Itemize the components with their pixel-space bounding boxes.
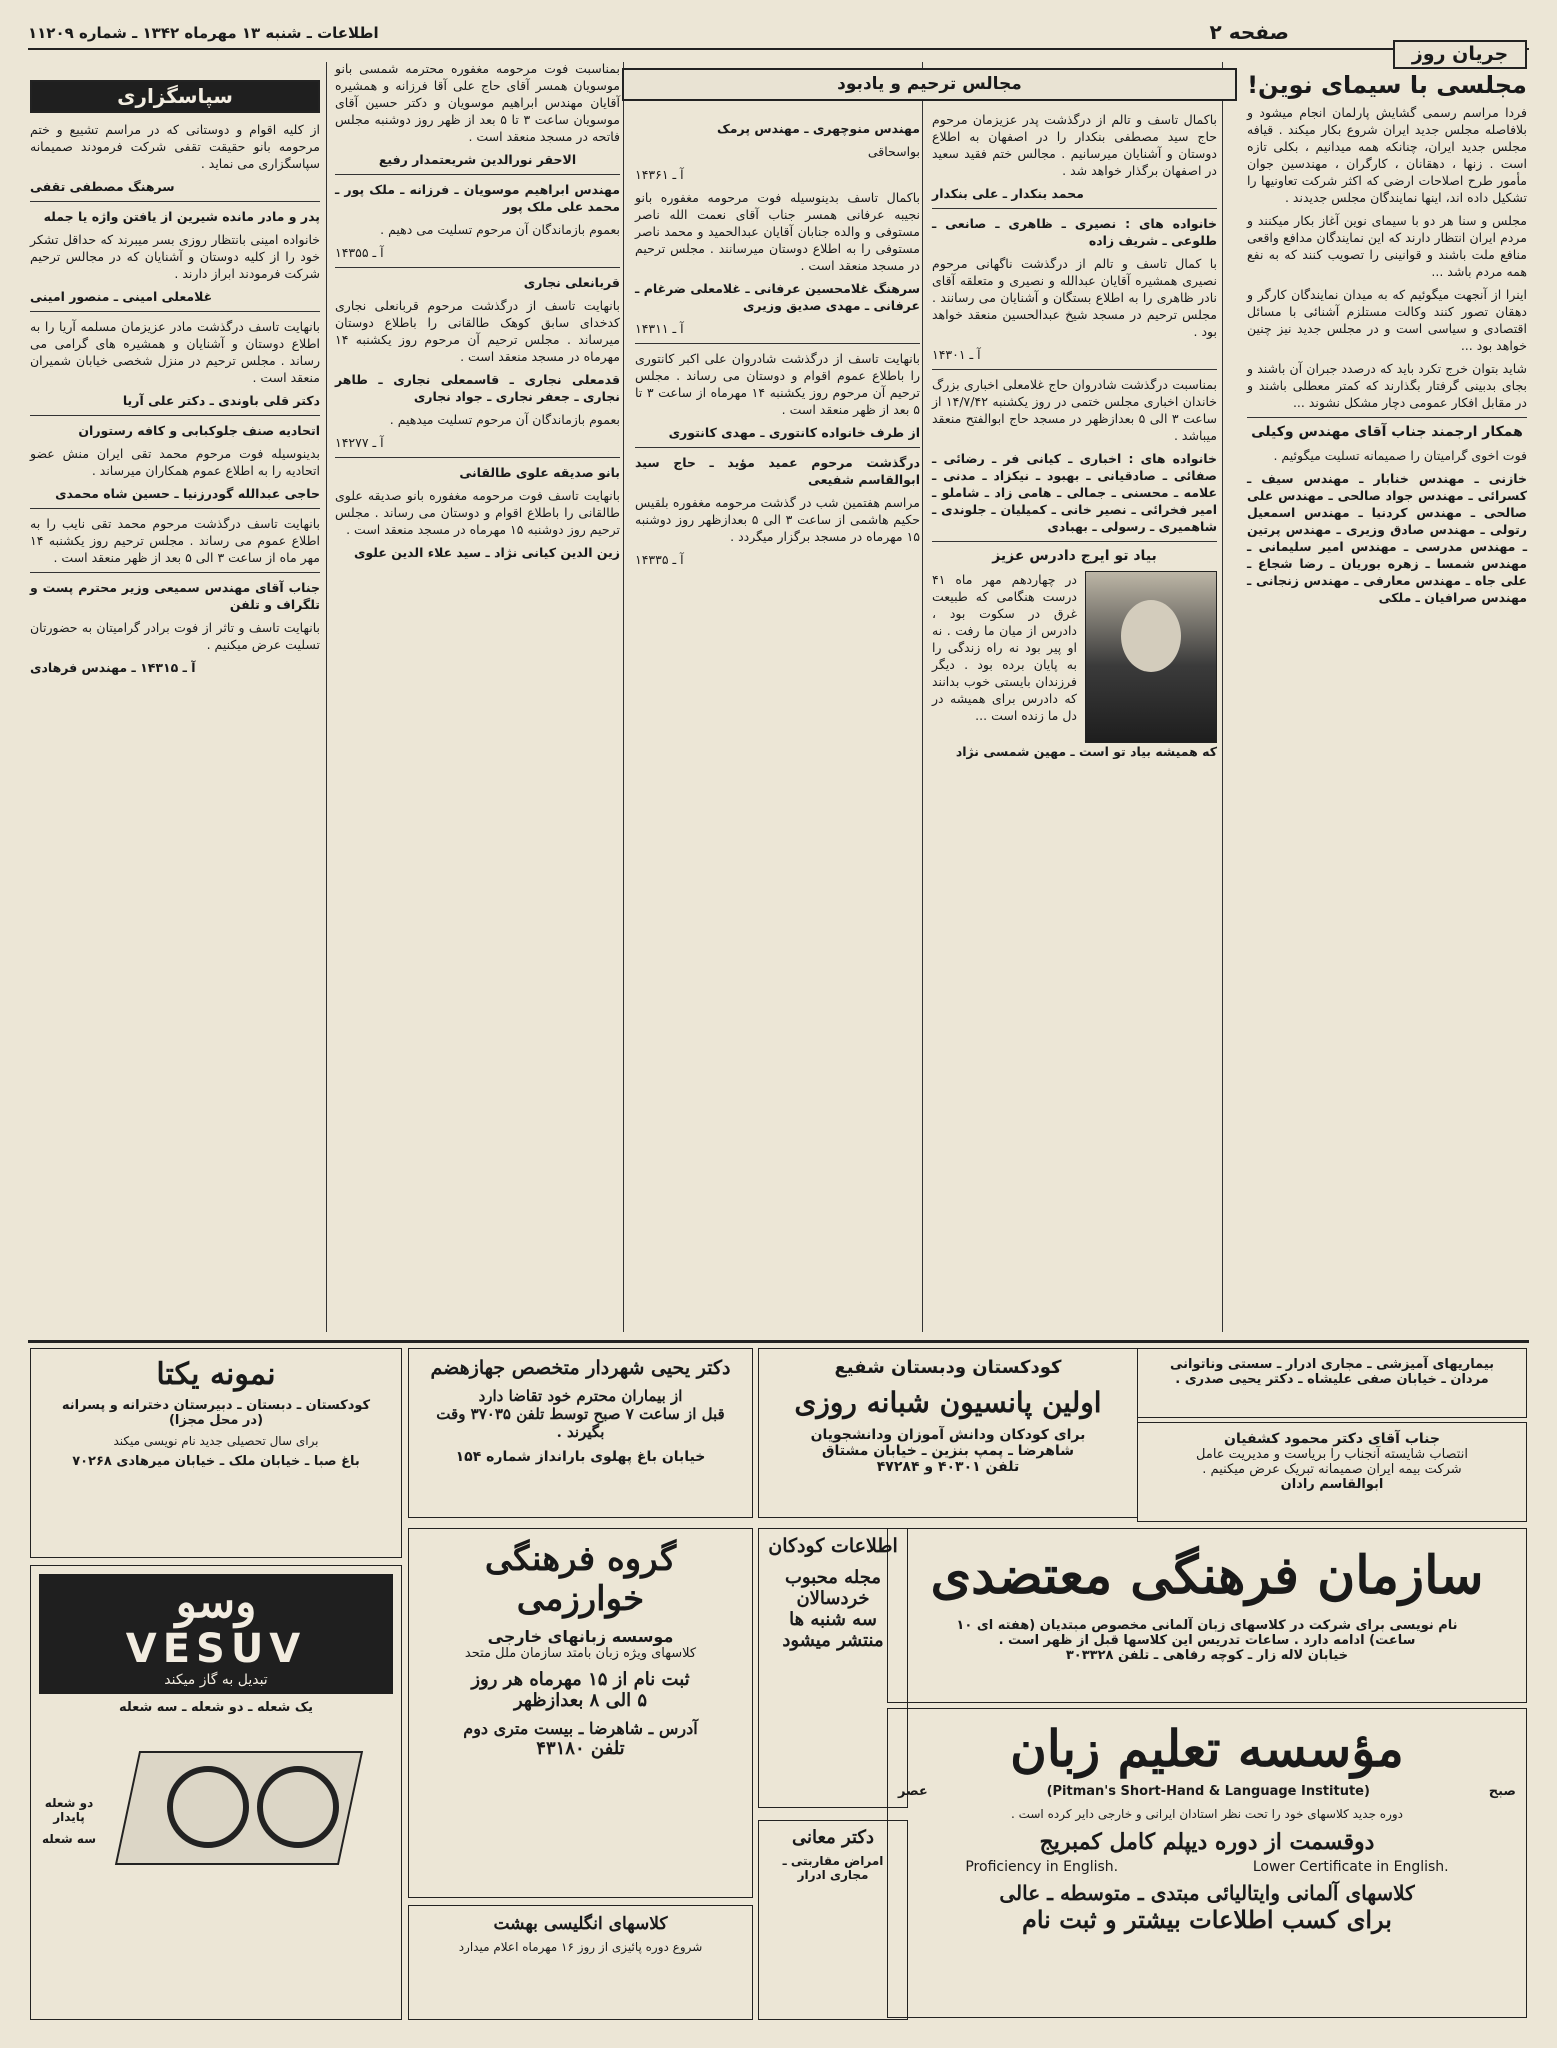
notice-sign: محمد بنکدار ـ علی بنکدار	[932, 186, 1084, 201]
notice-title: بانو صدیقه علوی طالقانی	[459, 465, 620, 480]
notice-text: بعموم بازماندگان آن مرحوم تسلیت میدهیم .	[389, 412, 620, 427]
notice-sign: زین الدین کیانی نژاد ـ سید علاء الدین علوی	[353, 545, 620, 560]
ad-line: عصر	[898, 1784, 928, 1799]
notice-text: بانهایت تاسف درگذشت مرحوم محمد تقی نایب را به اطلاع عموم می رساند . مجلس ترحیم روز یکشنبه ۱۴ مهر ماه از ساعت ۳ الی ۵ بعد از ظهر منعقد است .	[30, 516, 320, 565]
ad-line: انتصاب شایسته آنجناب را بریاست و مدیریت عامل	[1196, 1447, 1468, 1462]
ad-line: بیماریهای آمیزشی ـ مجاری ادرار ـ سستی وناتوانی	[1169, 1357, 1495, 1372]
ad-kashfian	[1137, 1422, 1527, 1522]
notice-title: قربانعلی نجاری	[523, 275, 620, 290]
ad-title: دکتر معانی	[791, 1827, 875, 1848]
ad-english: (Pitman's Short-Hand & Language Institute)	[1046, 1784, 1370, 1799]
ad-khwarazmi	[408, 1528, 753, 1898]
notice-text: بانهایت تاسف فوت مرحومه مغفوره بانو صدیقه علوی طالقانی را باطلاع اقوام و دوستان می رساند . مجلس ترحیم روز دوشنبه ۱۵ مهرماه در مسجد منعقد است .	[335, 488, 620, 537]
notice-sign: الاحقر نورالدین شریعتمدار رفیع	[378, 152, 577, 167]
thanks-label: سپاسگزاری	[30, 80, 320, 113]
ad-vesuv	[30, 1565, 402, 2020]
notice-sign: آ ـ ۱۴۲۷۷	[335, 435, 384, 450]
ad-line: از بیماران محترم خود تقاضا دارد	[478, 1387, 683, 1405]
ad-motazedi	[887, 1528, 1527, 1703]
notice-text: بمناسبت فوت مرحومه مغفوره محترمه شمسی بانو موسویان همسر آقای حاج علی آقا فرزانه و همشیره آقایان مهندس ابراهیم موسویان و دکتر حسین آقای موسویان ساعت ۳ تا ۵ بعد از ظهر روز دوشنبه مجلس فاتحه در مسجد منعقد است .	[335, 61, 621, 144]
ad-line: قبل از ساعت ۷ صبح توسط تلفن ۳۷۰۳۵ وقت بگیرند .	[436, 1405, 725, 1441]
notice-text: بانهایت تاسف و تاثر از فوت برادر گرامیتان به حضورتان تسلیت عرض میکنیم .	[30, 620, 320, 652]
notice-title: پدر و مادر مانده شیرین از یافتن واژه یا جمله	[43, 209, 320, 224]
column-thanks	[30, 80, 320, 1335]
notice-text: فوت اخوی گرامیتان را صمیمانه تسلیت میگوئیم .	[1273, 448, 1527, 463]
ad-line: ثبت نام از ۱۵ مهرماه هر روز	[471, 1669, 690, 1690]
notice-sign: حاجی عبدالله گودرزنیا ـ حسین شاه محمدی	[55, 486, 320, 501]
ad-title: سازمان فرهنگی معتضدی	[930, 1545, 1484, 1606]
notice-title: خانواده های : اخباری ـ کیانی فر ـ رضائی ـ صفائی ـ صادقیانی ـ بهبود ـ نیکزاد ـ مدنی ـ علامه ـ محسنی ـ جمالی ـ هامی زاد ـ شاملو ـ امیر فخرائی ـ نصیر خانی ـ کمیلیان ـ جلوندی ـ شاهمیری ـ رسولی ـ بهبادی	[932, 451, 1217, 534]
ad-line: باغ صبا ـ خیابان ملک ـ خیابان میرهادی ۷۰۲۶۸	[72, 1454, 360, 1469]
memorials-banner: مجالس ترحیم و یادبود	[622, 68, 1237, 101]
notice-sign: سرهنگ مصطفی تقفی	[30, 179, 175, 194]
ad-line: برای سال تحصیلی جدید نام نویسی میکند	[113, 1434, 319, 1448]
ad-title: گروه فرهنگی	[484, 1539, 677, 1579]
notice-sign: آ ـ ۱۴۳۳۵	[635, 552, 684, 567]
ad-line: پایدار	[53, 1810, 85, 1824]
brand-en: VESUV	[125, 1626, 307, 1672]
column-current-affairs	[1247, 40, 1527, 1335]
ad-yekta	[30, 1348, 402, 1558]
ad-headline: اولین پانسیون شبانه روزی	[794, 1386, 1102, 1419]
ad-title: خوارزمی	[516, 1579, 645, 1619]
paragraph: اینرا از آنجهت میگوئیم که به میدان نمایندگان کارگر و دهقان تصور کنند وکالت مستلزم آشنائی با مسائل اقتصادی و سیاسی است و در مجلس جدید نیز چنین خواهد بود ...	[1247, 287, 1527, 353]
notice-text: بانهایت تاسف از درگذشت مرحوم قربانعلی نجاری کدخدای سابق کوهک طالقانی را باطلاع دوستان میرساند . مجلس ترحیم آن مرحوم روز یکشنبه ۱۴ مهرماه در مسجد منعقد است .	[335, 298, 620, 364]
ad-sign: ابوالقاسم رادان	[1280, 1477, 1384, 1492]
paragraph: فردا مراسم رسمی گشایش پارلمان انجام میشود و بلافاصله مجلس جدید ایران شروع بکار میکند . قیافه مجلس جدید ایران، چنانکه همه میدانیم ، بکلی تازه است . زنها ، دهقانان ، کارگران ، مهندسین جوان مأمور طرح اصلاحات ارضی که اکثر شرکت تعاونیها را تشکیل داده اند، اینها نمایندگان مجلس جدیدند .	[1247, 105, 1527, 205]
notice-text: بعموم بازماندگان آن مرحوم تسلیت می دهیم .	[380, 222, 620, 237]
ad-title: نمونه یکتا	[156, 1357, 276, 1392]
ad-title: اطلاعات کودکان	[768, 1535, 898, 1557]
column-memorials-2	[635, 120, 920, 1335]
paragraph: شاید بتوان خرج تکرد باید که درصدد جبران آن باشند و بجای بدبینی گرفتار بگذارند که کمتر معطلی باشند و در مقابل افکار عمومی دچار مشکل نشوند ...	[1247, 361, 1527, 410]
notice-title: مهندس منوچهری ـ مهندس پرمک	[717, 121, 920, 136]
notice-title: مهندس ابراهیم موسویان ـ فرزانه ـ ملک پور ـ محمد علی ملک پور	[335, 182, 620, 214]
paragraph: مجلس و سنا هر دو با سیمای نوین آغاز بکار میکنند و مردم ایران انتظار دارند که این نمایندگان مدافع واقعی منافع ملت باشند و قوانینی را تصویب کنند که به نفع همه مردم باشد ...	[1247, 213, 1527, 279]
ad-line: مردان ـ خیابان صفی علیشاه ـ دکتر یحیی صدری .	[1175, 1372, 1489, 1387]
notice-sign: از طرف خانواده کانتوری ـ مهدی کانتوری	[668, 425, 920, 440]
ad-line: سه شنبه ها	[789, 1609, 877, 1630]
ad-line: مجله محبوب	[784, 1567, 882, 1588]
page-label: صفحه ۲	[1209, 20, 1289, 44]
ad-line: خیابان لاله زار ـ کوچه رفاهی ـ تلفن ۳۰۳۳۲۸	[1065, 1648, 1349, 1663]
notice-text: بمناسبت درگذشت شادروان حاج غلامعلی اخباری بزرگ خاندان اخباری مجلس ختمی در روز یکشنبه ۱۴/۷/۴۲ از ساعت ۳ الی ۵ بعدازظهر در مسجد حاج ابوالفتح منعقد میباشد .	[932, 377, 1218, 443]
notice-text: از کلیه اقوام و دوستانی که در مراسم تشییع و ختم مرحومه بانو حقیقت تقفی شرکت فرمودند صمیمانه سپاسگزاری می نماید .	[30, 122, 320, 171]
notice-title: سرهنگ غلامحسین عرفانی ـ غلامعلی ضرغام ـ عرفانی ـ مهدی صدیق وزیری	[635, 281, 920, 313]
ad-kindergarten	[758, 1348, 1138, 1518]
ad-line: شاهرضا ـ پمپ بنزین ـ خیابان مشتاق	[822, 1443, 1074, 1459]
ad-title: جناب آقای دکتر محمود کشفیان	[1224, 1431, 1440, 1447]
notice-text: در چهاردهم مهر ماه ۴۱ درست هنگامی که طبیعت غرق در سکوت بود ، دادرس از میان ما رفت . نه او پیر بود نه راه زندگی را به پایان برده بود . دیگر فرزندان بایستی خوب بدانند که دادرس برای همیشه در دل ما زنده است ...	[932, 572, 1077, 723]
ad-line: کلاسهای آلمانی وایتالیائی مبتدی ـ متوسطه ـ عالی	[999, 1881, 1415, 1905]
column-memorials-3	[335, 60, 620, 1335]
ad-line: دو شعله	[44, 1796, 94, 1810]
ad-line: خردسالان	[796, 1588, 870, 1609]
notice-title: جناب آقای مهندس سمیعی وزیر محترم پست و تلگراف و تلفن	[30, 580, 320, 612]
notice-signers: خازنی ـ مهندس خنابار ـ مهندس سیف ـ کسرائی ـ مهندس جواد صالحی ـ مهندس علی صالحی ـ مهندس کردنیا ـ مهندس اسمعیل رتولی ـ مهندس صادق وزیری ـ مهندس پرتین ـ مهندس مدرسی ـ مهندس امیر سلیمانی ـ مهندس شمسا ـ زهره بوریان ـ رضا شجاع ـ علی جاه ـ مهندس معارفی ـ مهندس زنجانی ـ مهندس صرافیان ـ ملکی	[1247, 471, 1527, 605]
ad-line: کلاسهای ویژه زبان بامتد سازمان ملل متحد	[464, 1646, 697, 1661]
ad-line: کودکستان ـ دبستان ـ دبیرستان دخترانه و پسرانه	[61, 1398, 371, 1413]
notice-text: بانهایت تاسف از درگذشت شادروان علی اکبر کانتوری را باطلاع عموم اقوام و دوستان می رساند . مجلس ترحیم آن مرحوم روز یکشنبه ۱۴ مهرماه از ساعت ۳ تا ۵ بعد از ظهر منعقد است .	[635, 351, 920, 417]
issue-line: اطلاعات ـ شنبه ۱۳ مهرماه ۱۳۴۲ ـ شماره ۱۱۲۰۹	[28, 24, 379, 42]
notice-text: خانواده امینی بانتظار روزی بسر میبرند که حداقل تشکر خود را از کلیه دوستان و آشنایان که در مجالس ترحیم شرکت فرمودند ابراز دارند .	[30, 232, 320, 281]
ad-line: موسسه زبانهای خارجی	[487, 1627, 674, 1646]
ad-line: ساعت) ادامه دارد . ساعات تدریس این کلاسها قبل از ظهر است .	[998, 1633, 1416, 1648]
notice-sign: آ ـ ۱۴۳۶۱	[635, 167, 684, 182]
ad-line: امراض مقاربتی ـ مجاری ادرار	[782, 1854, 884, 1882]
notice-title: قدمعلی نجاری ـ قاسمعلی نجاری ـ طاهر نجاری ـ جعفر نجاری ـ جواد نجاری	[335, 372, 620, 404]
ad-line: دوقسمت از دوره دیپلم کامل کمبریج	[1039, 1829, 1375, 1855]
ad-line: ۵ الی ۸ بعدازظهر	[513, 1690, 648, 1711]
ad-doctor	[408, 1348, 753, 1518]
ad-line: نام نویسی برای شرکت در کلاسهای زبان آلمانی مخصوص مبتدیان (هفته ای ۱۰	[956, 1618, 1458, 1633]
notice-sign: که همیشه بیاد تو است ـ مهین شمسی نژاد	[955, 744, 1217, 759]
notice-text: بواسحاقی	[867, 144, 920, 159]
notice-title: همکار ارجمند جناب آقای مهندس وکیلی	[1251, 424, 1523, 440]
notice-title: خانواده های : نصیری ـ ظاهری ـ صانعی ـ طلوعی ـ شریف زاده	[932, 216, 1217, 248]
ad-english-classes	[408, 1905, 753, 2020]
ad-line: شروع دوره پائیزی از روز ۱۶ مهرماه اعلام میدارد	[458, 1940, 703, 1954]
ad-title: مؤسسه تعلیم زبان	[1010, 1719, 1404, 1778]
notice-sign: آ ـ ۱۴۳۵۵	[335, 245, 384, 260]
notice-title: بیاد تو ایرج دادرس عزیز	[992, 548, 1157, 564]
ad-line: دوره جدید کلاسهای خود را تحت نظر استادان ایرانی و خارجی دایر کرده است .	[1010, 1807, 1404, 1821]
ad-line: سه شعله	[41, 1832, 96, 1846]
notice-title: درگذشت مرحوم عمید مؤید ـ حاج سید ابوالقاسم شفیعی	[635, 455, 920, 487]
portrait-photo	[1085, 571, 1217, 743]
notice-sign: غلامعلی امینی ـ منصور امینی	[30, 289, 213, 304]
stove-illustration	[107, 1721, 393, 1921]
ad-line: یک شعله ـ دو شعله ـ سه شعله	[118, 1700, 314, 1715]
notice-text: باکمال تاسف و تالم از درگذشت پدر عزیزمان مرحوم حاج سید مصطفی بنکدار را در اصفهان به اطلاع دوستان و آشنایان میرسانیم . مجالس ختم فقید سعید در اصفهان برگذار خواهد شد .	[932, 112, 1217, 178]
brand-fa: وسو	[175, 1577, 257, 1628]
notice-title: اتحادیه صنف جلوکبابی و کافه رستوران	[78, 423, 320, 438]
ad-line: تلفن ۴۰۳۰۱ و ۴۷۲۸۴	[876, 1459, 1020, 1475]
ad-title: کودکستان ودبستان شفیع	[834, 1357, 1062, 1378]
ad-line: تلفن ۴۳۱۸۰	[536, 1738, 625, 1759]
current-affairs-headline: مجلسی با سیمای نوین!	[1247, 71, 1527, 99]
notice-text: بدینوسیله فوت مرحوم محمد تقی ایران منش عضو اتحادیه را به اطلاع عموم همکاران میرساند .	[30, 446, 320, 478]
notice-text: با کمال تاسف و تالم از درگذشت ناگهانی مرحوم نصیری همشیره آقایان عبدالله و نصیری و متعلقه آقای نادر ظاهری را به اطلاع بستگان و آشنایان می رسانند . مجلس ترحیم در مسجد شیخ عبدالحسین منعقد خواهد بود .	[932, 256, 1217, 339]
ad-line: آدرس ـ شاهرضا ـ بیست متری دوم	[463, 1719, 698, 1738]
notice-sign: آ ـ ۱۴۳۱۵ ـ مهندس فرهادی	[30, 660, 196, 675]
notice-sign: دکتر قلی باوندی ـ دکتر علی آریا	[122, 393, 320, 408]
notice-sign: آ ـ ۱۴۳۰۱	[932, 347, 981, 362]
ad-moani	[758, 1820, 908, 2020]
ad-title: کلاسهای انگلیسی بهشت	[493, 1914, 668, 1934]
ad-english: Proficiency in English.	[965, 1859, 1119, 1875]
ad-english: Lower Certificate in English.	[1252, 1859, 1449, 1875]
notice-sign: آ ـ ۱۴۳۱۱	[635, 321, 684, 336]
ad-line: (در محل مجزا)	[168, 1413, 264, 1428]
ad-children-magazine	[758, 1528, 908, 1808]
ad-line: برای کسب اطلاعات بیشتر و ثبت نام	[1022, 1905, 1392, 1934]
ad-line: صبح	[1488, 1784, 1516, 1799]
ad-line: شرکت بیمه ایران صمیمانه تبریک عرض میکنیم .	[1202, 1462, 1462, 1477]
notice-text: باکمال تاسف بدینوسیله فوت مرحومه مغفوره بانو نجیبه عرفانی همسر جناب آقای نعمت الله ناصر مستوفی و والده جنابان آقایان عبدالحمید و محمد ناصر مستوفی را به اطلاع دوستان میرسانند . مجلس ترحیم در مسجد منعقد است .	[635, 190, 920, 273]
notice-text: بانهایت تاسف درگذشت مادر عزیزمان مسلمه آریا را به اطلاع دوستان و آشنایان و همشیره های گرامی می رساند . مجلس ترحیم در منزل شخصی خیابان شمیران منعقد است .	[30, 319, 320, 385]
ad-language-institute	[887, 1708, 1527, 2018]
current-affairs-label: جریان روز	[1393, 40, 1527, 69]
ad-line: برای کودکان ودانش آموزان ودانشجویان	[810, 1427, 1086, 1443]
ad-line: منتشر میشود	[782, 1630, 884, 1651]
ad-title: دکتر یحیی شهردار متخصص جهازهضم	[430, 1357, 731, 1379]
ad-patients	[1137, 1348, 1527, 1418]
ad-line: خیابان باغ پهلوی بارانداز شماره ۱۵۴	[455, 1449, 706, 1465]
notice-text: مراسم هفتمین شب در گذشت مرحومه مغفوره بلقیس حکیم هاشمی از ساعت ۳ الی ۵ بعدازظهر روز دوشنبه ۱۵ مهرماه در مسجد برگزار میگردد .	[635, 495, 920, 544]
slogan: تبدیل به گاز میکند	[164, 1672, 268, 1688]
